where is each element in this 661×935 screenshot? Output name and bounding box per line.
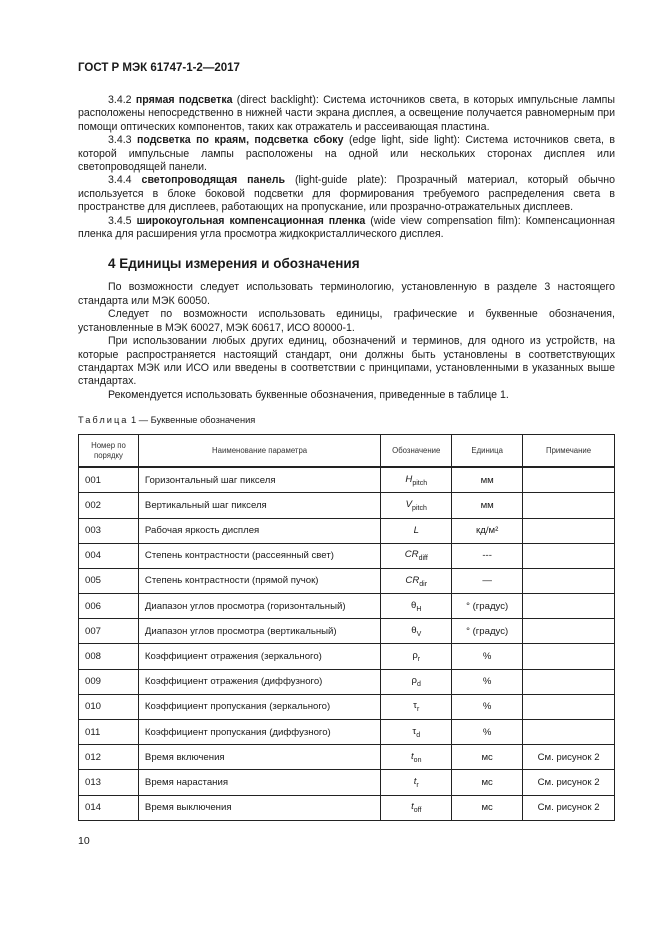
row-note [523, 568, 615, 593]
row-symbol [381, 568, 452, 593]
term-paragraph [78, 174, 615, 214]
page-number: 10 [78, 834, 90, 847]
table-row [79, 644, 615, 669]
symbol-subscript: diff [418, 555, 428, 563]
symbol-main: τ [413, 700, 417, 712]
table-row [79, 518, 615, 543]
caption-text: 1 — Буквенные обозначения [131, 415, 256, 426]
term-definition: Система источников света, в которой импульсные лампы расположены на одной или нескольких сторонах дисплея или светопроводящей панели. [78, 134, 616, 174]
row-parameter-name: Диапазон углов просмотра (горизонтальный) [138, 594, 380, 619]
symbol-main: τ [412, 725, 417, 737]
term-paragraph [78, 94, 615, 134]
term-name: широкоугольная компенсационная пленка [136, 214, 366, 227]
row-note [523, 467, 615, 493]
table-header-row [79, 435, 615, 468]
row-symbol [381, 518, 452, 543]
symbol-main: ρ [412, 650, 418, 662]
term-number: 3.4.5 [108, 214, 132, 227]
symbol-subscript: dir [419, 580, 428, 588]
term-number: 3.4.4 [108, 174, 132, 187]
row-note [523, 644, 615, 669]
row-note [523, 669, 615, 694]
row-parameter-name: Коэффициент отражения (зеркального) [138, 644, 380, 669]
symbol-subscript: pitch [412, 504, 427, 512]
term-paragraph [78, 215, 615, 242]
row-parameter-name: Степень контрастности (прямой пучок) [138, 568, 380, 593]
row-parameter-name: Вертикальный шаг пикселя [138, 493, 380, 518]
table-row [79, 669, 615, 694]
row-unit: % [452, 669, 523, 694]
symbol-subscript: off [413, 807, 422, 815]
row-note [523, 619, 615, 644]
row-note [523, 694, 615, 719]
row-note [523, 594, 615, 619]
row-symbol [381, 694, 452, 719]
symbol-subscript: r [417, 655, 421, 663]
table-row [79, 720, 615, 745]
row-unit: --- [452, 543, 523, 568]
symbol-subscript: d [417, 681, 421, 689]
term-definition: Компенсационная пленка для расширения угла просмотра жидкокристаллического дисплея. [78, 214, 615, 241]
table-row [79, 594, 615, 619]
row-parameter-name: Диапазон углов просмотра (вертикальный) [138, 619, 380, 644]
row-note [523, 518, 615, 543]
section-heading: 4 Единицы измерения и обозначения [108, 256, 360, 272]
row-note [523, 720, 615, 745]
row-number: 002 [79, 493, 139, 518]
symbol-main: CR [404, 549, 419, 561]
row-parameter-name: Степень контрастности (рассеянный свет) [138, 543, 380, 568]
term-english: (light-guide plate): [294, 174, 387, 187]
row-number: 014 [79, 795, 139, 820]
symbol-main: CR [405, 574, 420, 586]
row-note: См. рисунок 2 [523, 745, 615, 770]
row-parameter-name: Коэффициент отражения (диффузного) [138, 669, 380, 694]
header-name: Наименование параметра [138, 435, 380, 468]
row-parameter-name: Время выключения [138, 795, 380, 820]
row-number: 009 [79, 669, 139, 694]
row-symbol [381, 467, 452, 493]
term-english: (edge light, side light): [348, 134, 460, 147]
row-symbol [381, 493, 452, 518]
symbol-subscript: on [413, 756, 422, 764]
document-header: ГОСТ Р МЭК 61747-1-2—2017 [78, 62, 240, 74]
term-definition: Прозрачный материал, который обычно используется в блоке боковой подсветки для формирования требуемого распределения света в пространстве для дисплеев, работающих на пропускание, или прозрачно-отражательных дисплеев. [78, 174, 616, 214]
symbol-main: t [413, 776, 417, 788]
row-parameter-name: Рабочая яркость дисплея [138, 518, 380, 543]
row-symbol [381, 720, 452, 745]
row-note [523, 493, 615, 518]
row-unit: % [452, 720, 523, 745]
header-symbol: Обозначение [381, 435, 452, 468]
row-number: 008 [79, 644, 139, 669]
symbol-main: H [405, 473, 413, 485]
symbol-main: V [405, 498, 413, 510]
symbol-subscript: d [416, 731, 421, 739]
row-number: 012 [79, 745, 139, 770]
caption-label: Таблица [78, 415, 129, 426]
row-note: См. рисунок 2 [523, 795, 615, 820]
section-body [78, 281, 615, 402]
symbol-main: t [411, 801, 414, 813]
row-parameter-name: Коэффициент пропускания (диффузного) [138, 720, 380, 745]
row-unit: мс [452, 795, 523, 820]
table-row [79, 745, 615, 770]
row-symbol [381, 795, 452, 820]
row-number: 013 [79, 770, 139, 795]
row-unit: % [452, 644, 523, 669]
row-parameter-name: Горизонтальный шаг пикселя [138, 467, 380, 493]
row-unit: % [452, 694, 523, 719]
paragraph: Рекомендуется использовать буквенные обозначения, приведенные в таблице 1. [108, 388, 509, 401]
term-number: 3.4.3 [108, 134, 132, 147]
table-row [79, 795, 615, 820]
table-row [79, 568, 615, 593]
term-paragraph [78, 134, 615, 174]
table-row [79, 694, 615, 719]
symbol-main: θ [411, 624, 417, 636]
row-number: 010 [79, 694, 139, 719]
symbol-subscript: pitch [412, 479, 428, 487]
term-english: (wide view compensation film): [370, 214, 521, 227]
row-symbol [381, 669, 452, 694]
row-note [523, 543, 615, 568]
symbols-table [78, 434, 615, 821]
symbol-main: L [413, 525, 419, 537]
header-note: Примечание [523, 435, 615, 468]
row-unit: ° (градус) [452, 594, 523, 619]
symbol-main: t [411, 750, 414, 762]
table-row [79, 467, 615, 493]
row-unit: кд/м² [452, 518, 523, 543]
table-caption [78, 414, 615, 426]
symbol-subscript: V [416, 630, 422, 638]
term-name: светопроводящая панель [141, 174, 285, 187]
row-number: 005 [79, 568, 139, 593]
row-symbol [381, 543, 452, 568]
header-number: Номер по порядку [79, 435, 139, 468]
header-unit: Единица [452, 435, 523, 468]
row-unit: мс [452, 770, 523, 795]
table-row [79, 619, 615, 644]
row-parameter-name: Время нарастания [138, 770, 380, 795]
row-unit: — [452, 568, 523, 593]
row-symbol [381, 745, 452, 770]
row-number: 004 [79, 543, 139, 568]
paragraph: Следует по возможности использовать единицы, графические и буквенные обозначения, установленные в МЭК 60027, МЭК 60617, ИСО 80000-1. [78, 308, 615, 334]
row-note: См. рисунок 2 [523, 770, 615, 795]
paragraph: При использовании любых других единиц, обозначений и терминов, для одного из устройств, на которые распространяется настоящий стандарт, они должны быть установлены в соответствующих стандартах МЭК или ИСО или введены в соответствии с принципами, установленными в указанных выше стандартах. [78, 335, 615, 388]
term-definition: Система источников света, в которых импульсные лампы расположены непосредственно в нижней части экрана дисплея, а освещение получается равномерным при помощи оптических компонентов, таких как отражатель и рассеивающая пластина. [78, 94, 615, 133]
symbol-main: ρ [411, 675, 418, 687]
terms-block [78, 94, 615, 241]
term-english: (direct backlight): [236, 94, 319, 106]
row-symbol [381, 594, 452, 619]
row-symbol [381, 644, 452, 669]
table-row [79, 543, 615, 568]
symbol-subscript: r [416, 781, 419, 789]
table-row [79, 770, 615, 795]
term-name: подсветка по краям, подсветка сбоку [136, 134, 344, 147]
row-number: 007 [79, 619, 139, 644]
row-number: 001 [79, 467, 139, 493]
symbol-main: θ [411, 599, 417, 611]
paragraph: По возможности следует использовать терминологию, установленную в разделе 3 настоящего стандарта или МЭК 60050. [78, 281, 615, 307]
symbol-subscript: H [416, 605, 422, 613]
term-number: 3.4.2 [108, 94, 132, 106]
row-number: 011 [79, 720, 139, 745]
row-unit: мс [452, 745, 523, 770]
symbol-subscript: r [416, 706, 420, 714]
row-symbol [381, 770, 452, 795]
row-parameter-name: Коэффициент пропускания (зеркального) [138, 694, 380, 719]
row-unit: мм [452, 493, 523, 518]
term-name: прямая подсветка [135, 94, 233, 106]
row-symbol [381, 619, 452, 644]
row-parameter-name: Время включения [138, 745, 380, 770]
row-number: 003 [79, 518, 139, 543]
table-row [79, 493, 615, 518]
row-unit: мм [452, 467, 523, 493]
row-unit: ° (градус) [452, 619, 523, 644]
row-number: 006 [79, 594, 139, 619]
